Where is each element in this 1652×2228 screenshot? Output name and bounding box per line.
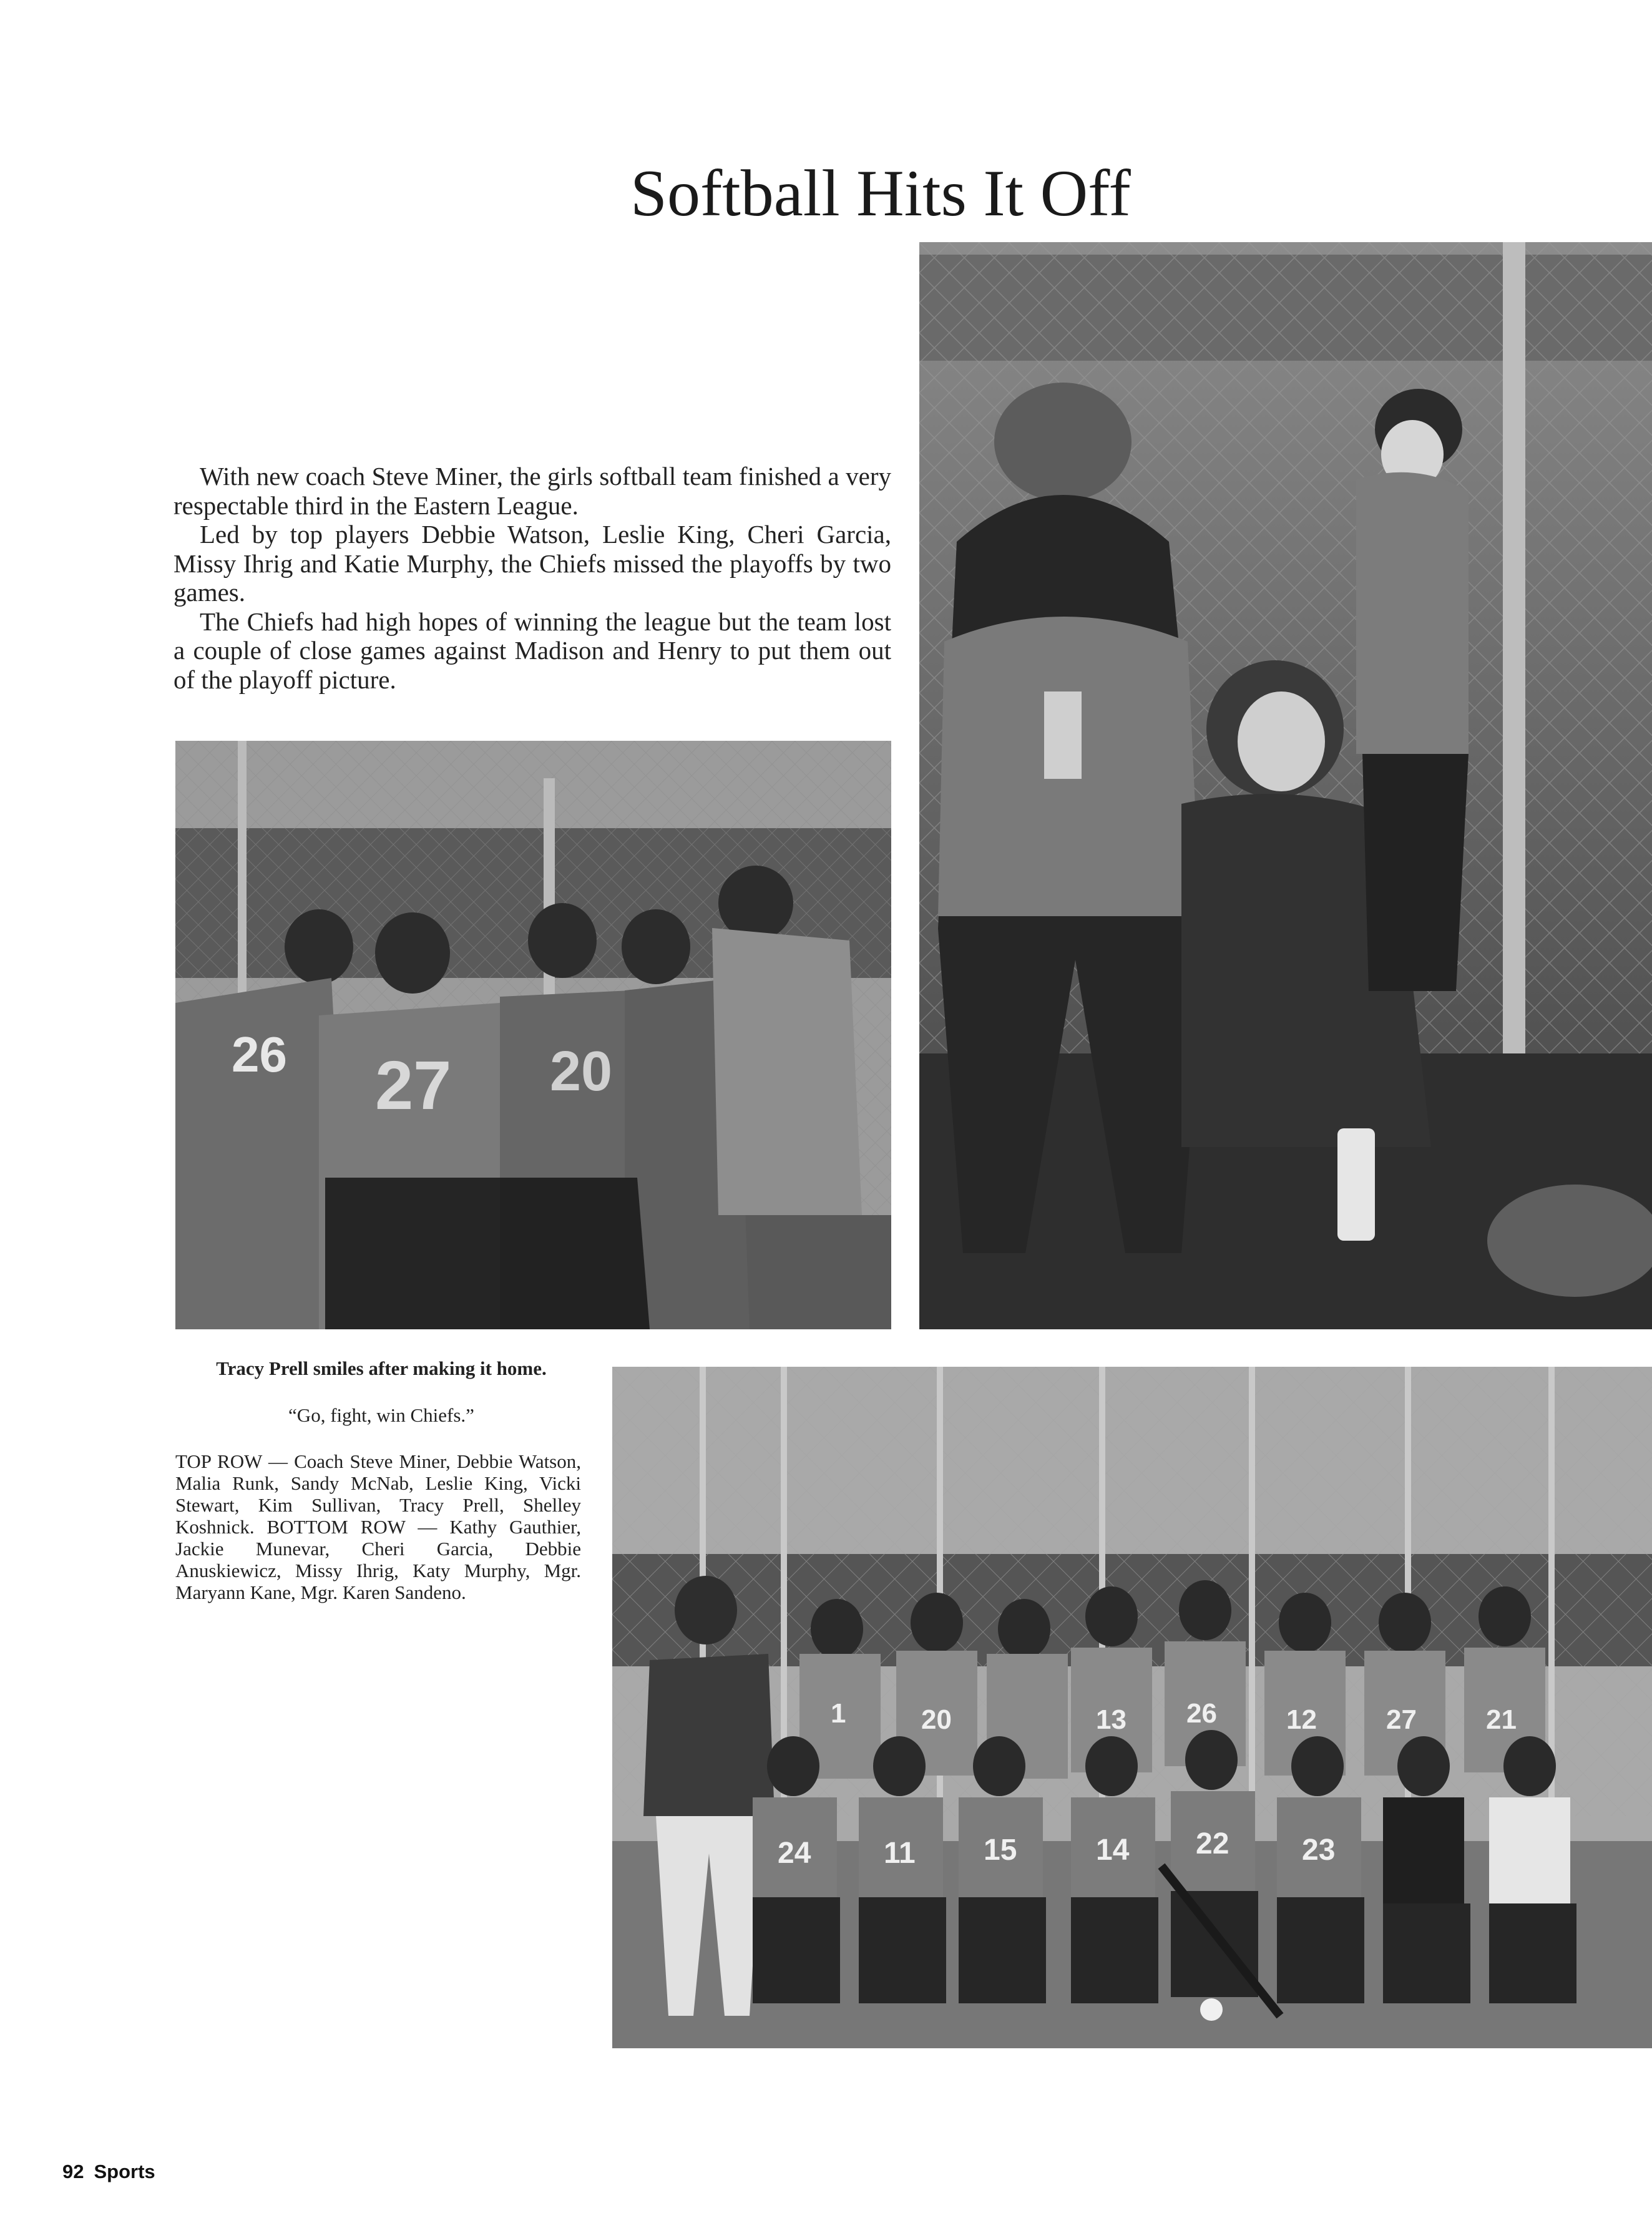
article-paragraph: The Chiefs had high hopes of winning the league but the team lost a couple of close games against Madison and Henry to put them out of the playoff picture. [174, 607, 891, 694]
jersey-number: 14 [1096, 1834, 1130, 1867]
jersey-number: 26 [232, 1027, 287, 1082]
photo-team-huddle [175, 741, 891, 1329]
section-label: Sports [94, 2161, 155, 2182]
photo-players-at-fence [919, 242, 1652, 1329]
jersey-number: 24 [778, 1837, 811, 1870]
jersey-number: 13 [1096, 1704, 1127, 1735]
caption-cheer: “Go, fight, win Chiefs.” [288, 1404, 474, 1426]
article-paragraph: Led by top players Debbie Watson, Leslie King, Cheri Garcia, Missy Ihrig and Katie Murphy, the Chiefs missed the playoffs by two games. [174, 520, 891, 607]
page-footer [62, 2161, 165, 2186]
page-number: 92 [62, 2161, 84, 2182]
jersey-number: 27 [375, 1047, 452, 1124]
article-body [174, 462, 891, 694]
page-title: Softball Hits It Off [630, 157, 1131, 230]
jersey-number: 23 [1302, 1834, 1336, 1867]
jersey-number: 1 [831, 1698, 846, 1729]
jersey-number: 15 [984, 1834, 1017, 1867]
jersey-number: 12 [1286, 1704, 1317, 1735]
jersey-number: 22 [1196, 1827, 1229, 1860]
photo-team-portrait [612, 1367, 1652, 2048]
jersey-number: 21 [1486, 1704, 1517, 1735]
caption-roster: TOP ROW — Coach Steve Miner, Debbie Watson, Malia Runk, Sandy McNab, Leslie King, Vicki Stewart, Kim Sullivan, Tracy Prell, Shelley Koshnick. BOTTOM ROW — Kathy Gauthier, Jackie Munevar, Cheri Garcia, Debbie Anuskiewicz, Missy Ihrig, Katy Murphy, Mgr. Maryann Kane, Mgr. Karen Sandeno. [175, 1450, 581, 1603]
jersey-number: 26 [1186, 1698, 1217, 1729]
jersey-number: 20 [921, 1704, 952, 1735]
caption-smile: Tracy Prell smiles after making it home. [216, 1357, 547, 1379]
article-paragraph: With new coach Steve Miner, the girls softball team finished a very respectable third in the Eastern League. [174, 462, 891, 520]
jersey-number: 20 [550, 1040, 613, 1103]
jersey-number: 27 [1386, 1704, 1417, 1735]
jersey-number: 11 [884, 1837, 916, 1870]
